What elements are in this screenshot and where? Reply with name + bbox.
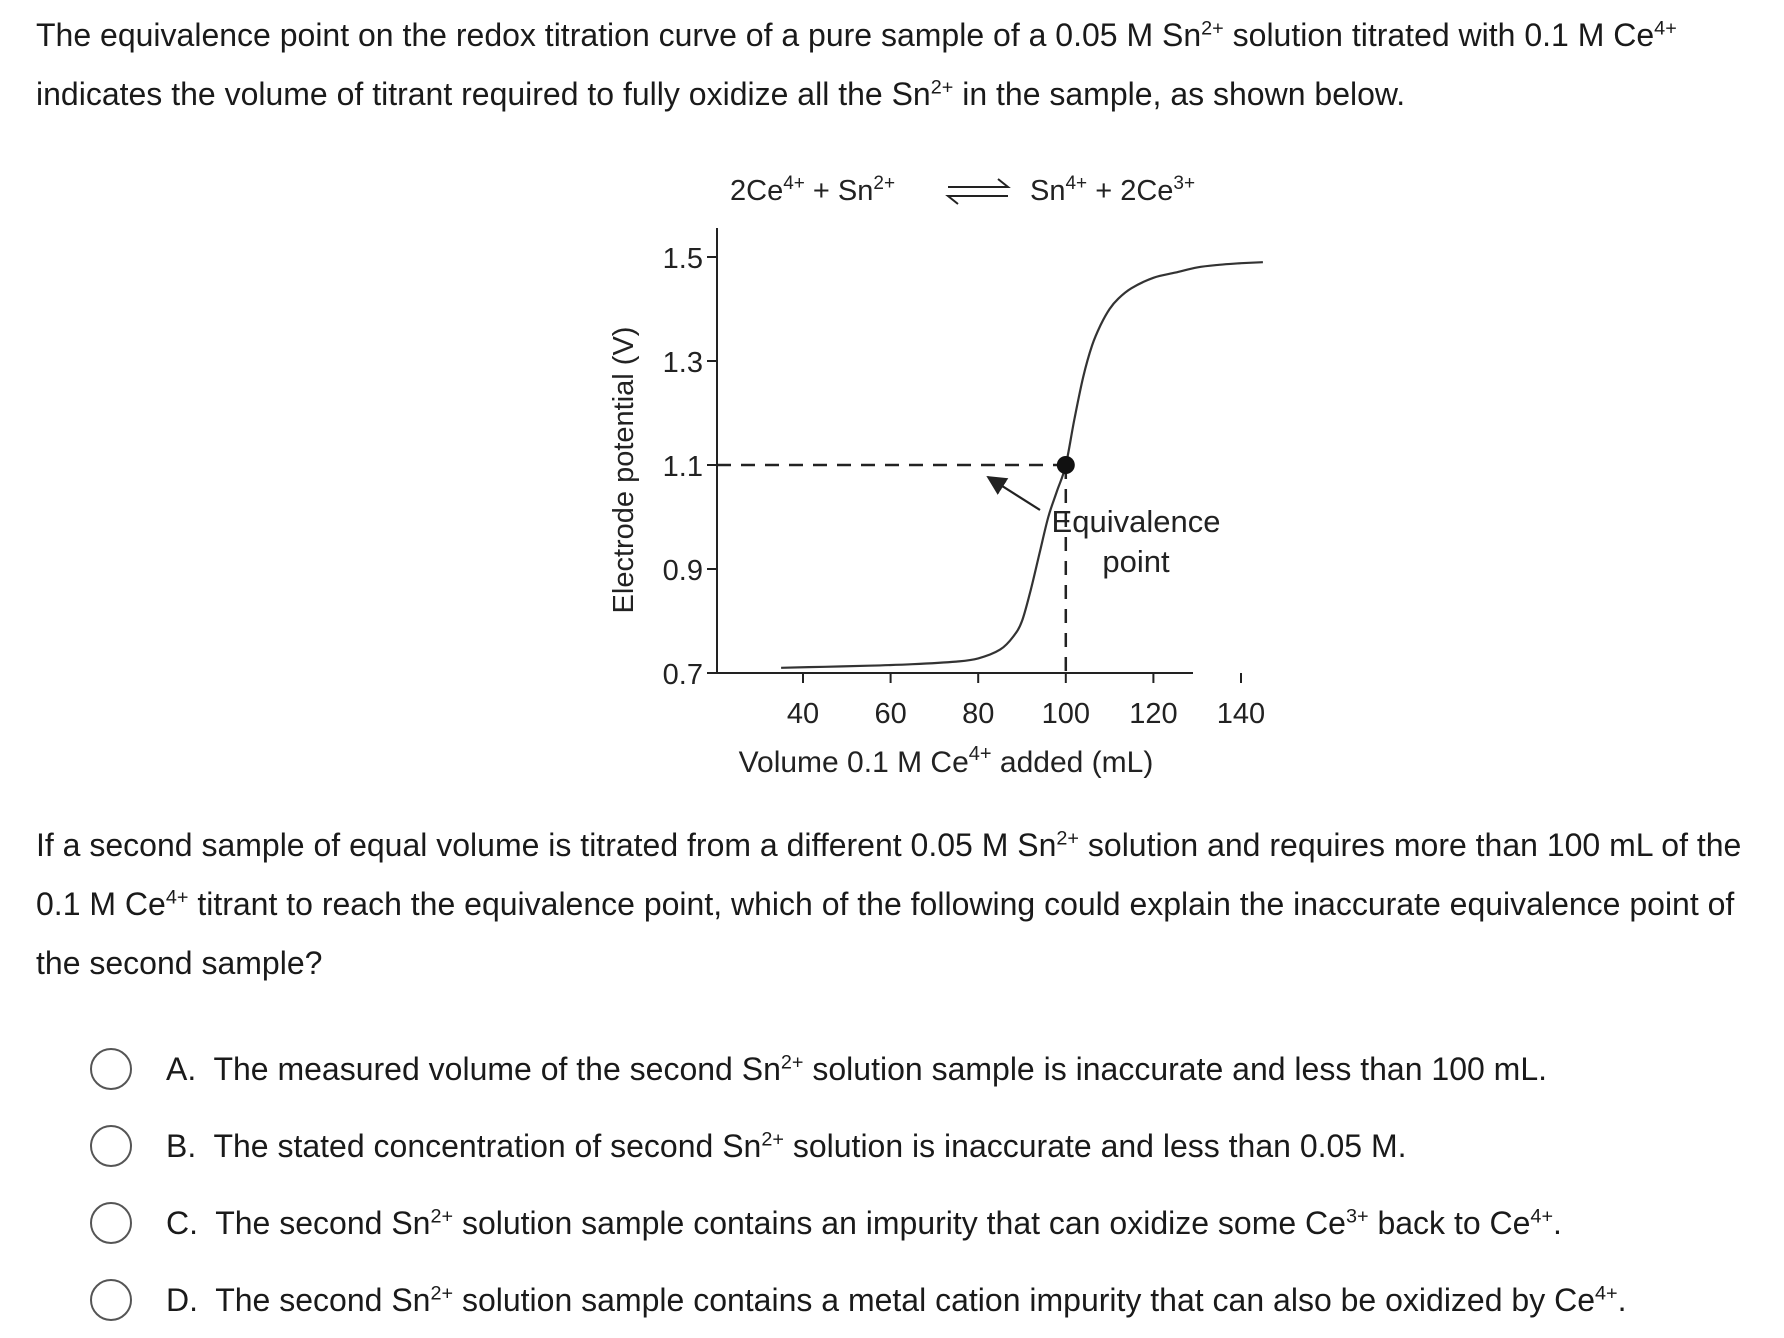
x-tick-label: 60 [874, 698, 907, 730]
equivalence-point-marker [1057, 456, 1075, 474]
titration-curve [781, 262, 1263, 668]
intro-text-4: in the sample, as shown below. [953, 76, 1406, 112]
y-tick-label: 0.7 [662, 659, 703, 691]
option-b-text: B. The stated concentration of second $Sn^{2+}$ solution is inaccurate and less than 0.05 M. [166, 1127, 1407, 1164]
y-tick-label: 1.5 [662, 243, 703, 275]
y-tick-label: 0.9 [662, 555, 703, 587]
annotation-line-2: point [1102, 544, 1170, 579]
reaction-equation: $2Ce^{4+} + Sn^{2+}$ [730, 173, 896, 207]
y-tick-label: 1.3 [662, 347, 703, 379]
option-a-text: A. The measured volume of the second $Sn^{2+}$ solution sample is inaccurate and less than 100 mL. [166, 1050, 1548, 1087]
x-tick-label: 40 [786, 698, 820, 730]
prompt-text-1: If a second sample of equal volume is titrated from a different 0.05 M Sn [36, 827, 1057, 863]
intro-sup-1: 2+ [1201, 17, 1224, 40]
x-tick-label: 100 [1041, 698, 1090, 730]
option-c[interactable] [90, 1184, 1770, 1261]
prompt-text-3: titrant to reach the equivalence point, which of the following could explain the inaccurate equivalence point of the second sample? [36, 886, 1735, 981]
radio-button-a[interactable] [90, 1048, 132, 1090]
prompt-sup-1: 2+ [1056, 827, 1079, 850]
reaction-products: $Sn^{4+} + 2Ce^{3+}$ [1030, 173, 1196, 207]
option-d-text: D. The second $Sn^{2+}$ solution sample contains a metal cation impurity that can also be oxidized by $Ce^{4+}$. [166, 1281, 1627, 1318]
annotation-line-1: Equivalence [1051, 504, 1221, 539]
x-axis-label: Volume 0.1 M $Ce^{4+}$ added (mL) [738, 743, 1154, 779]
radio-button-d[interactable] [90, 1279, 132, 1321]
option-d[interactable] [90, 1261, 1770, 1338]
intro-sup-3: 2+ [930, 76, 954, 99]
intro-text-3: indicates the volume of titrant required to fully oxidize all the Sn [36, 76, 931, 112]
y-tick-label: 1.1 [662, 451, 703, 483]
question-prompt [36, 816, 1766, 993]
answer-options [90, 1030, 1770, 1338]
x-tick-label: 80 [962, 698, 995, 730]
annotation-arrow-icon [988, 477, 1040, 510]
option-c-text: C. The second $Sn^{2+}$ solution sample contains an impurity that can oxidize some $Ce^{3+}$ back to $Ce^{4+}$. [166, 1204, 1562, 1241]
intro-text-1: The equivalence point on the redox titration curve of a pure sample of a 0.05 M Sn [36, 17, 1202, 53]
intro-text-2: solution titrated with 0.1 M Ce [1223, 17, 1655, 53]
y-axis-label: Electrode potential (V) [608, 326, 640, 614]
radio-button-b[interactable] [90, 1125, 132, 1167]
prompt-sup-2: 4+ [165, 886, 189, 909]
x-tick-label: 120 [1129, 698, 1178, 730]
option-b[interactable] [90, 1107, 1770, 1184]
radio-button-c[interactable] [90, 1202, 132, 1244]
x-tick-label: 140 [1216, 698, 1266, 730]
intro-sup-2: 4+ [1654, 17, 1677, 40]
equilibrium-arrows-icon [948, 179, 1008, 204]
option-a[interactable] [90, 1030, 1770, 1107]
prompt-text-2: solution and requires more than 100 mL of the 0.1 M Ce [36, 827, 1742, 922]
